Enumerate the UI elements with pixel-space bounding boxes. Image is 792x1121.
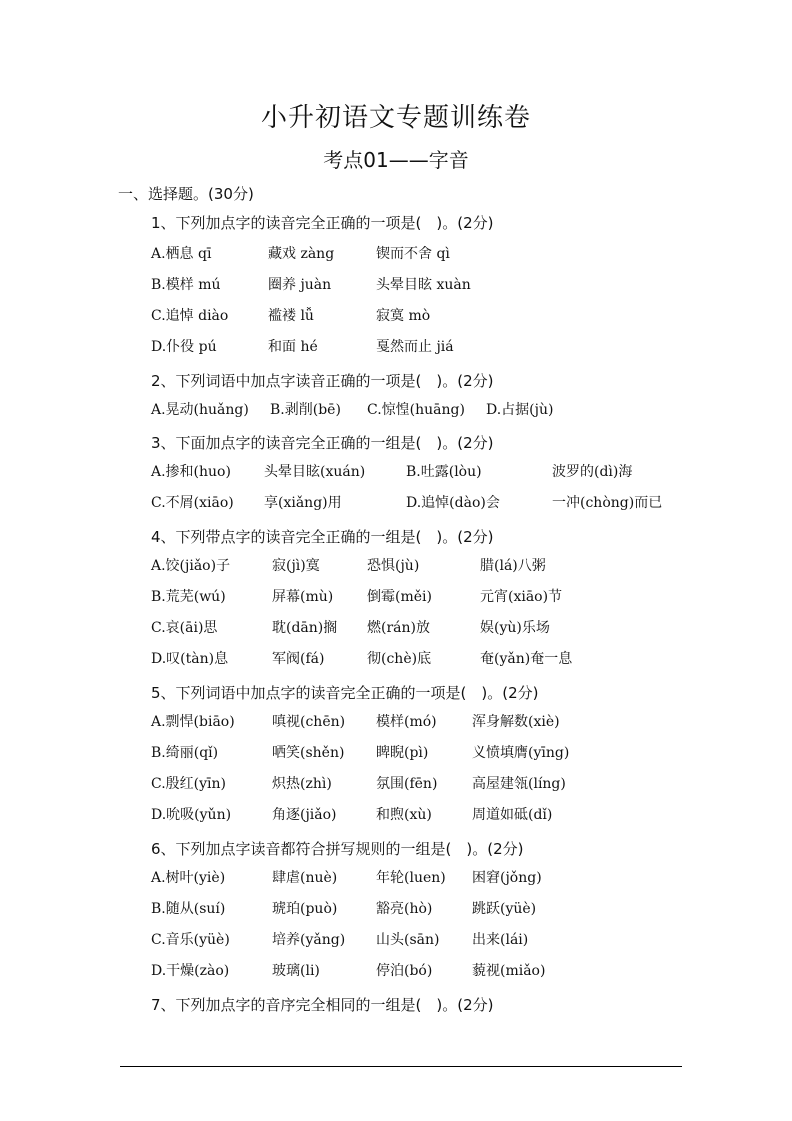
option-item: 肆虐(nuè) (272, 870, 338, 886)
option-item: B.绮丽(qǐ) (151, 745, 219, 761)
option-item: A.树叶(yiè) (151, 870, 226, 886)
option-item: 睥睨(pì) (376, 745, 429, 761)
option-item: 锲而不舍 qì (376, 246, 450, 262)
option-item: 戛然而止 jiá (376, 339, 454, 355)
option-item: 寂寞 mò (376, 308, 431, 324)
option-item: 屏幕(mù) (272, 589, 334, 605)
option-item: B.随从(suí) (151, 901, 226, 917)
option-item: 山头(sān) (376, 932, 440, 948)
option-item: A.栖息 qī (151, 246, 212, 262)
option-item: 腊(lá)八粥 (480, 558, 546, 574)
option-item: D.追悼(dào)会 (406, 495, 500, 511)
option-item: 停泊(bó) (376, 963, 433, 979)
option-item: A.剽悍(biāo) (151, 714, 235, 730)
option-item: 豁亮(hò) (376, 901, 433, 917)
option-item: 玻璃(li) (272, 963, 320, 979)
option-item: 褴褛 lǚ (268, 308, 314, 324)
option-item: 彻(chè)底 (367, 651, 432, 667)
option-item: 出来(lái) (472, 932, 529, 948)
option-item: 氛围(fēn) (376, 776, 438, 792)
option-item: B.剥削(bē) (270, 402, 341, 418)
section-heading: 一、选择题。(30分) (118, 185, 254, 203)
option-item: 波罗的(dì)海 (552, 464, 633, 480)
question-stem: 3、下面加点字的读音完全正确的一组是( )。(2分) (151, 434, 494, 452)
option-item: 藐视(miǎo) (472, 963, 546, 979)
option-item: 奄(yǎn)奄一息 (480, 651, 573, 667)
option-item: D.仆役 pú (151, 339, 217, 355)
page-subtitle: 考点01——字音 (323, 148, 469, 172)
option-item: C.惊惶(huāng) (367, 402, 465, 418)
option-item: 和煦(xù) (376, 807, 432, 823)
option-item: 圈养 juàn (268, 277, 332, 293)
footer-divider (120, 1066, 682, 1067)
page-title: 小升初语文专题训练卷 (260, 103, 531, 133)
option-item: 年轮(luen) (376, 870, 446, 886)
option-item: B.模样 mú (151, 277, 221, 293)
option-item: 炽热(zhì) (272, 776, 332, 792)
option-item: 嗔视(chēn) (272, 714, 346, 730)
option-item: 倒霉(měi) (367, 589, 432, 605)
option-item: 寂(jì)寞 (272, 558, 320, 574)
option-item: C.哀(āi)思 (151, 620, 218, 636)
question-stem: 4、下列带点字的读音完全正确的一组是( )。(2分) (151, 528, 494, 546)
option-item: 哂笑(shěn) (272, 745, 345, 761)
option-item: A.掺和(huo) (151, 464, 231, 480)
option-item: C.不屑(xiāo) (151, 495, 234, 511)
option-item: D.干燥(zào) (151, 963, 230, 979)
option-item: A.晃动(huǎng) (151, 402, 249, 418)
option-item: D.吮吸(yǔn) (151, 807, 232, 823)
option-item: 恐惧(jù) (367, 558, 420, 574)
option-item: 娱(yù)乐场 (480, 620, 550, 636)
option-item: 头晕目眩(xuán) (264, 464, 366, 480)
option-item: A.饺(jiǎo)子 (151, 558, 231, 574)
option-item: 头晕目眩 xuàn (376, 277, 471, 293)
option-item: 耽(dān)搁 (272, 620, 338, 636)
option-item: 享(xiǎng)用 (264, 495, 342, 511)
option-item: B.荒芜(wú) (151, 589, 226, 605)
option-item: 军阀(fá) (272, 651, 325, 667)
question-stem: 1、下列加点字的读音完全正确的一项是( )。(2分) (151, 214, 494, 232)
option-item: B.吐露(lòu) (406, 464, 482, 480)
option-item: 燃(rán)放 (367, 620, 430, 636)
question-stem: 7、下列加点字的音序完全相同的一组是( )。(2分) (151, 996, 494, 1014)
option-item: 高屋建瓴(líng) (472, 776, 566, 792)
option-item: 元宵(xiāo)节 (480, 589, 563, 605)
option-item: 一冲(chòng)而已 (552, 495, 663, 511)
option-item: 困窘(jǒng) (472, 870, 542, 886)
option-item: D.叹(tàn)息 (151, 651, 229, 667)
question-stem: 5、下列词语中加点字的读音完全正确的一项是( )。(2分) (151, 684, 539, 702)
option-item: 角逐(jiǎo) (272, 807, 337, 823)
question-stem: 2、下列词语中加点字读音正确的一项是( )。(2分) (151, 372, 494, 390)
option-item: 琥珀(può) (272, 901, 338, 917)
option-item: 浑身解数(xiè) (472, 714, 560, 730)
option-item: 周道如砥(dǐ) (472, 807, 553, 823)
option-item: 和面 hé (268, 339, 318, 355)
option-item: C.殷红(yīn) (151, 776, 226, 792)
option-item: D.占据(jù) (486, 402, 554, 418)
option-item: 跳跃(yüè) (472, 901, 537, 917)
option-item: 培养(yǎng) (272, 932, 346, 948)
question-stem: 6、下列加点字读音都符合拼写规则的一组是( )。(2分) (151, 840, 524, 858)
option-item: 模样(mó) (376, 714, 437, 730)
option-item: C.追悼 diào (151, 308, 229, 324)
option-item: 藏戏 zàng (268, 246, 335, 262)
option-item: 义愤填膺(yīng) (472, 745, 570, 761)
option-item: C.音乐(yüè) (151, 932, 230, 948)
